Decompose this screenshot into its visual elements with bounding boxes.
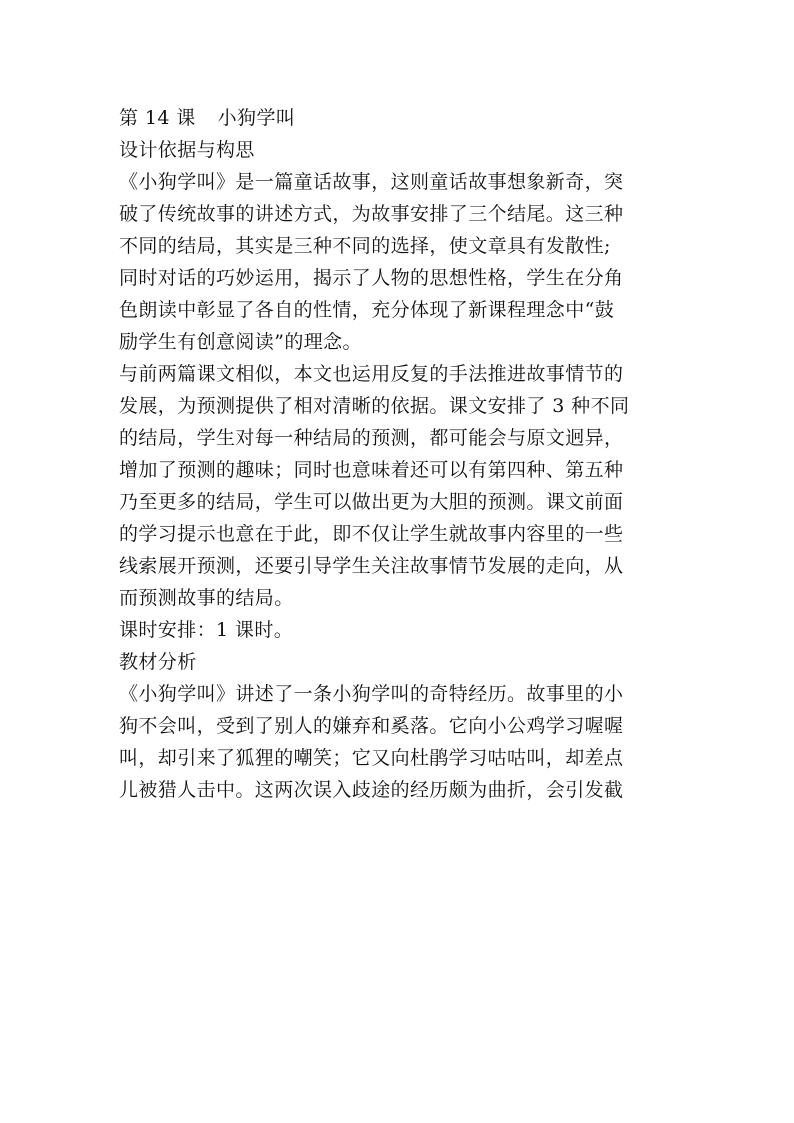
- lesson-name: 小狗学叫: [217, 107, 296, 129]
- body-line: 线索展开预测，还要引导学生关注故事情节发展的走向，从: [119, 555, 624, 577]
- body-line: 的结局，学生对每一种结局的预测，都可能会与原文迥异，: [119, 427, 624, 449]
- body-line: 同时对话的巧妙运用，揭示了人物的思想性格，学生在分角: [119, 267, 624, 289]
- body-line: 《小狗学叫》讲述了一条小狗学叫的奇特经历。故事里的小: [119, 683, 624, 705]
- body-line: 励学生有创意阅读”的理念。: [119, 331, 362, 353]
- section-heading: 教材分析: [119, 651, 197, 673]
- body-line: 狗不会叫，受到了别人的嫌弃和奚落。它向小公鸡学习喔喔: [119, 715, 624, 737]
- document-body: [119, 102, 699, 806]
- body-line: 破了传统故事的讲述方式，为故事安排了三个结尾。这三种: [119, 203, 624, 225]
- lesson-title: [119, 102, 699, 134]
- body-line: 发展，为预测提供了相对清晰的依据。课文安排了 3 种不同: [119, 395, 630, 417]
- body-line: 《小狗学叫》是一篇童话故事，这则童话故事想象新奇，突: [119, 171, 624, 193]
- body-line: 课时安排：1 课时。: [119, 619, 294, 641]
- body-line: 不同的结局，其实是三种不同的选择，使文章具有发散性;: [119, 235, 611, 257]
- body-line: 的学习提示也意在于此，即不仅让学生就故事内容里的一些: [119, 523, 624, 545]
- body-line: 儿被猎人击中。这两次误入歧途的经历颇为曲折，会引发截: [119, 779, 624, 801]
- lesson-number: 第 14 课: [119, 107, 196, 129]
- body-line: 叫，却引来了狐狸的嘲笑；它又向杜鹃学习咕咕叫，却差点: [119, 747, 624, 769]
- body-line: 与前两篇课文相似，本文也运用反复的手法推进故事情节的: [119, 363, 624, 385]
- section-heading: 设计依据与构思: [119, 139, 255, 161]
- body-line: 增加了预测的趣味；同时也意味着还可以有第四种、第五种: [119, 459, 624, 481]
- body-line: 乃至更多的结局，学生可以做出更为大胆的预测。课文前面: [119, 491, 624, 513]
- body-line: 色朗读中彰显了各自的性情，充分体现了新课程理念中“鼓: [119, 299, 615, 321]
- body-line: 而预测故事的结局。: [119, 587, 294, 609]
